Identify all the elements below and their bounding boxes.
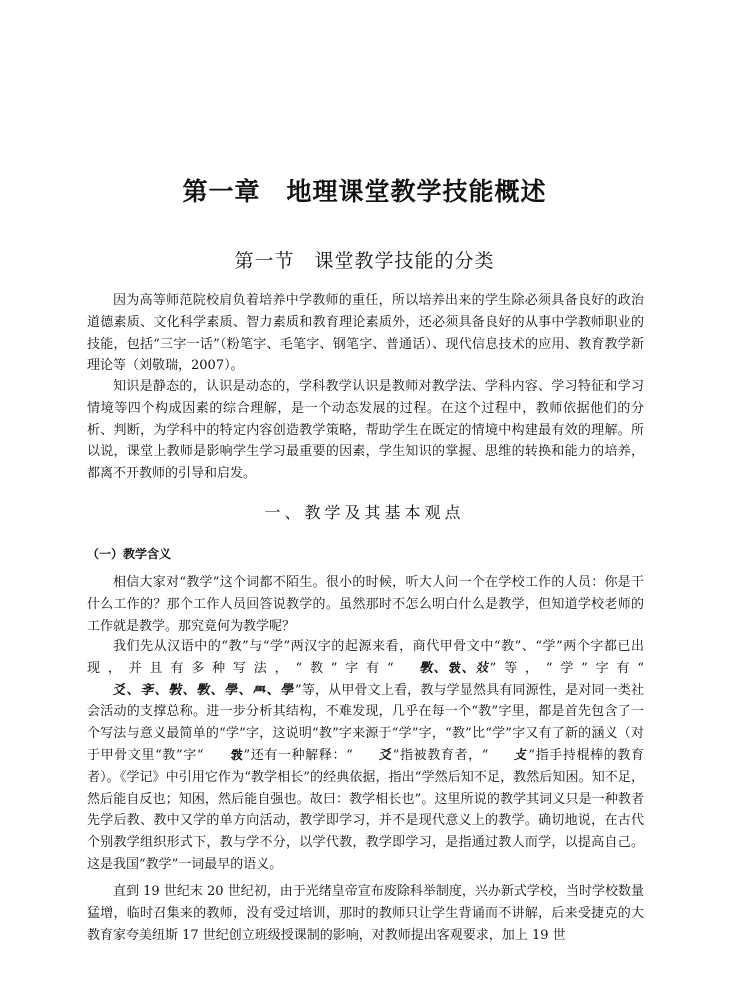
chapter-title: 第一章 地理课堂教学技能概述 [182,177,547,206]
subsubsection-title: （一）教学含义 [87,547,172,561]
paragraph-4-text-c: ”等，从甲骨文上看，教与学显然具有同源性，是对同一类社会活动的支撑总称。进一步分析其结构，不难发现，几乎在每一个“教”字里，都是首先包含了一个写法与意义最简单的“学”字，这说明“教”字来源于“学”字，“教”比“学”字又有了新的涵义（对于甲骨文里“教”字“ [87,682,644,763]
section-title: 第一节 课堂教学技能的分类 [234,250,495,272]
paragraph-4-text-e: ”指被教育者，“ [392,747,489,763]
paragraph-1: 因为高等师范院校肩负着培养中学教师的重任，所以培养出来的学生除必须具备良好的政治道德素质、文化科学素质、智力素质和教育理论素质外，还必须具备良好的从事中学教师职业的技能，包括“三字一话”（粉笔字、毛笔字、钢笔字、普通话）、现代信息技术的应用、教育教学新理论等（刘敬瑞，2007）。 [87,293,644,374]
paragraph-5: 直到 19 世纪末 20 世纪初，由于光绪皇帝宣布废除科举制度，兴办新式学校，当时学校数量猛增，临时召集来的教师，没有受过培训，那时的教师只让学生背诵而不讲解，后来受捷克的大教育家夸美纽斯 17 世纪创立班级授课制的影响，对教师提出客观要求，加上 19 世 [87,884,644,943]
oracle-glyph-jiao-variants: 斆、𢽾、𤕝 [418,660,491,676]
oracle-glyph-xue-variants: 爻、斈、斅、斆、學、𦥯、學 [112,682,297,698]
oracle-glyph-jiao: 𢽾 [228,747,245,763]
paragraph-2: 知识是静态的，认识是动态的，学科教学认识是教师对教学法、学科内容、学习特征和学习情境等四个构成因素的综合理解，是一个动态发展的过程。在这个过程中，教师依据他们的分析、判断，为学科中的特定内容创造教学策略，帮助学生在既定的情境中构建最有效的理解。所以说，课堂上教师是影响学生学习最重要的因素，学生知识的掌握、思维的转换和能力的培养，都离不开教师的引导和启发。 [87,379,644,482]
paragraph-4-text-b: ”等，“学”字有“ [489,660,644,676]
oracle-glyph-teacher: 攴 [513,747,530,763]
paragraph-4-text-d: ”还有一种解释：“ [243,747,353,763]
paragraph-4 [87,636,644,876]
subsection-title: 一、教学及其基本观点 [264,503,465,522]
paragraph-3: 相信大家对“教学”这个词都不陌生。很小的时候，听大人问一个在学校工作的人员：你是干什么工作的？那个工作人员回答说教学的。虽然那时不怎么明白什么是教学，但知道学校老师的工作就是教学。那究竟何为教学呢？ [87,575,644,634]
paragraph-4-text-f: ”指手持棍棒的教育者）。《学记》中引用它作为“教学相长”的经典依据，指出“学然后知不足，教然后知困。知不足，然后能自反也；知困，然后能自强也。故曰：教学相长也”。这里所说的教学其词义只是一种教者先学后教、教中又学的单方向活动，教学即学习，并不是现代意义上的教学。确切地说，在古代个别教学组织形式下，教与学不分，以学代教，教学即学习，是指通过教人而学，以提高自己。这是我国“教学”一词最早的语义。 [87,747,644,872]
oracle-glyph-learner: 爻 [377,747,394,763]
paragraph-4-text-a: 我们先从汉语中的“教”与“学”两汉字的起源来看，商代甲骨文中“教”、“学”两个字都已出现，并且有多种写法，“教”字有“ [87,639,644,676]
